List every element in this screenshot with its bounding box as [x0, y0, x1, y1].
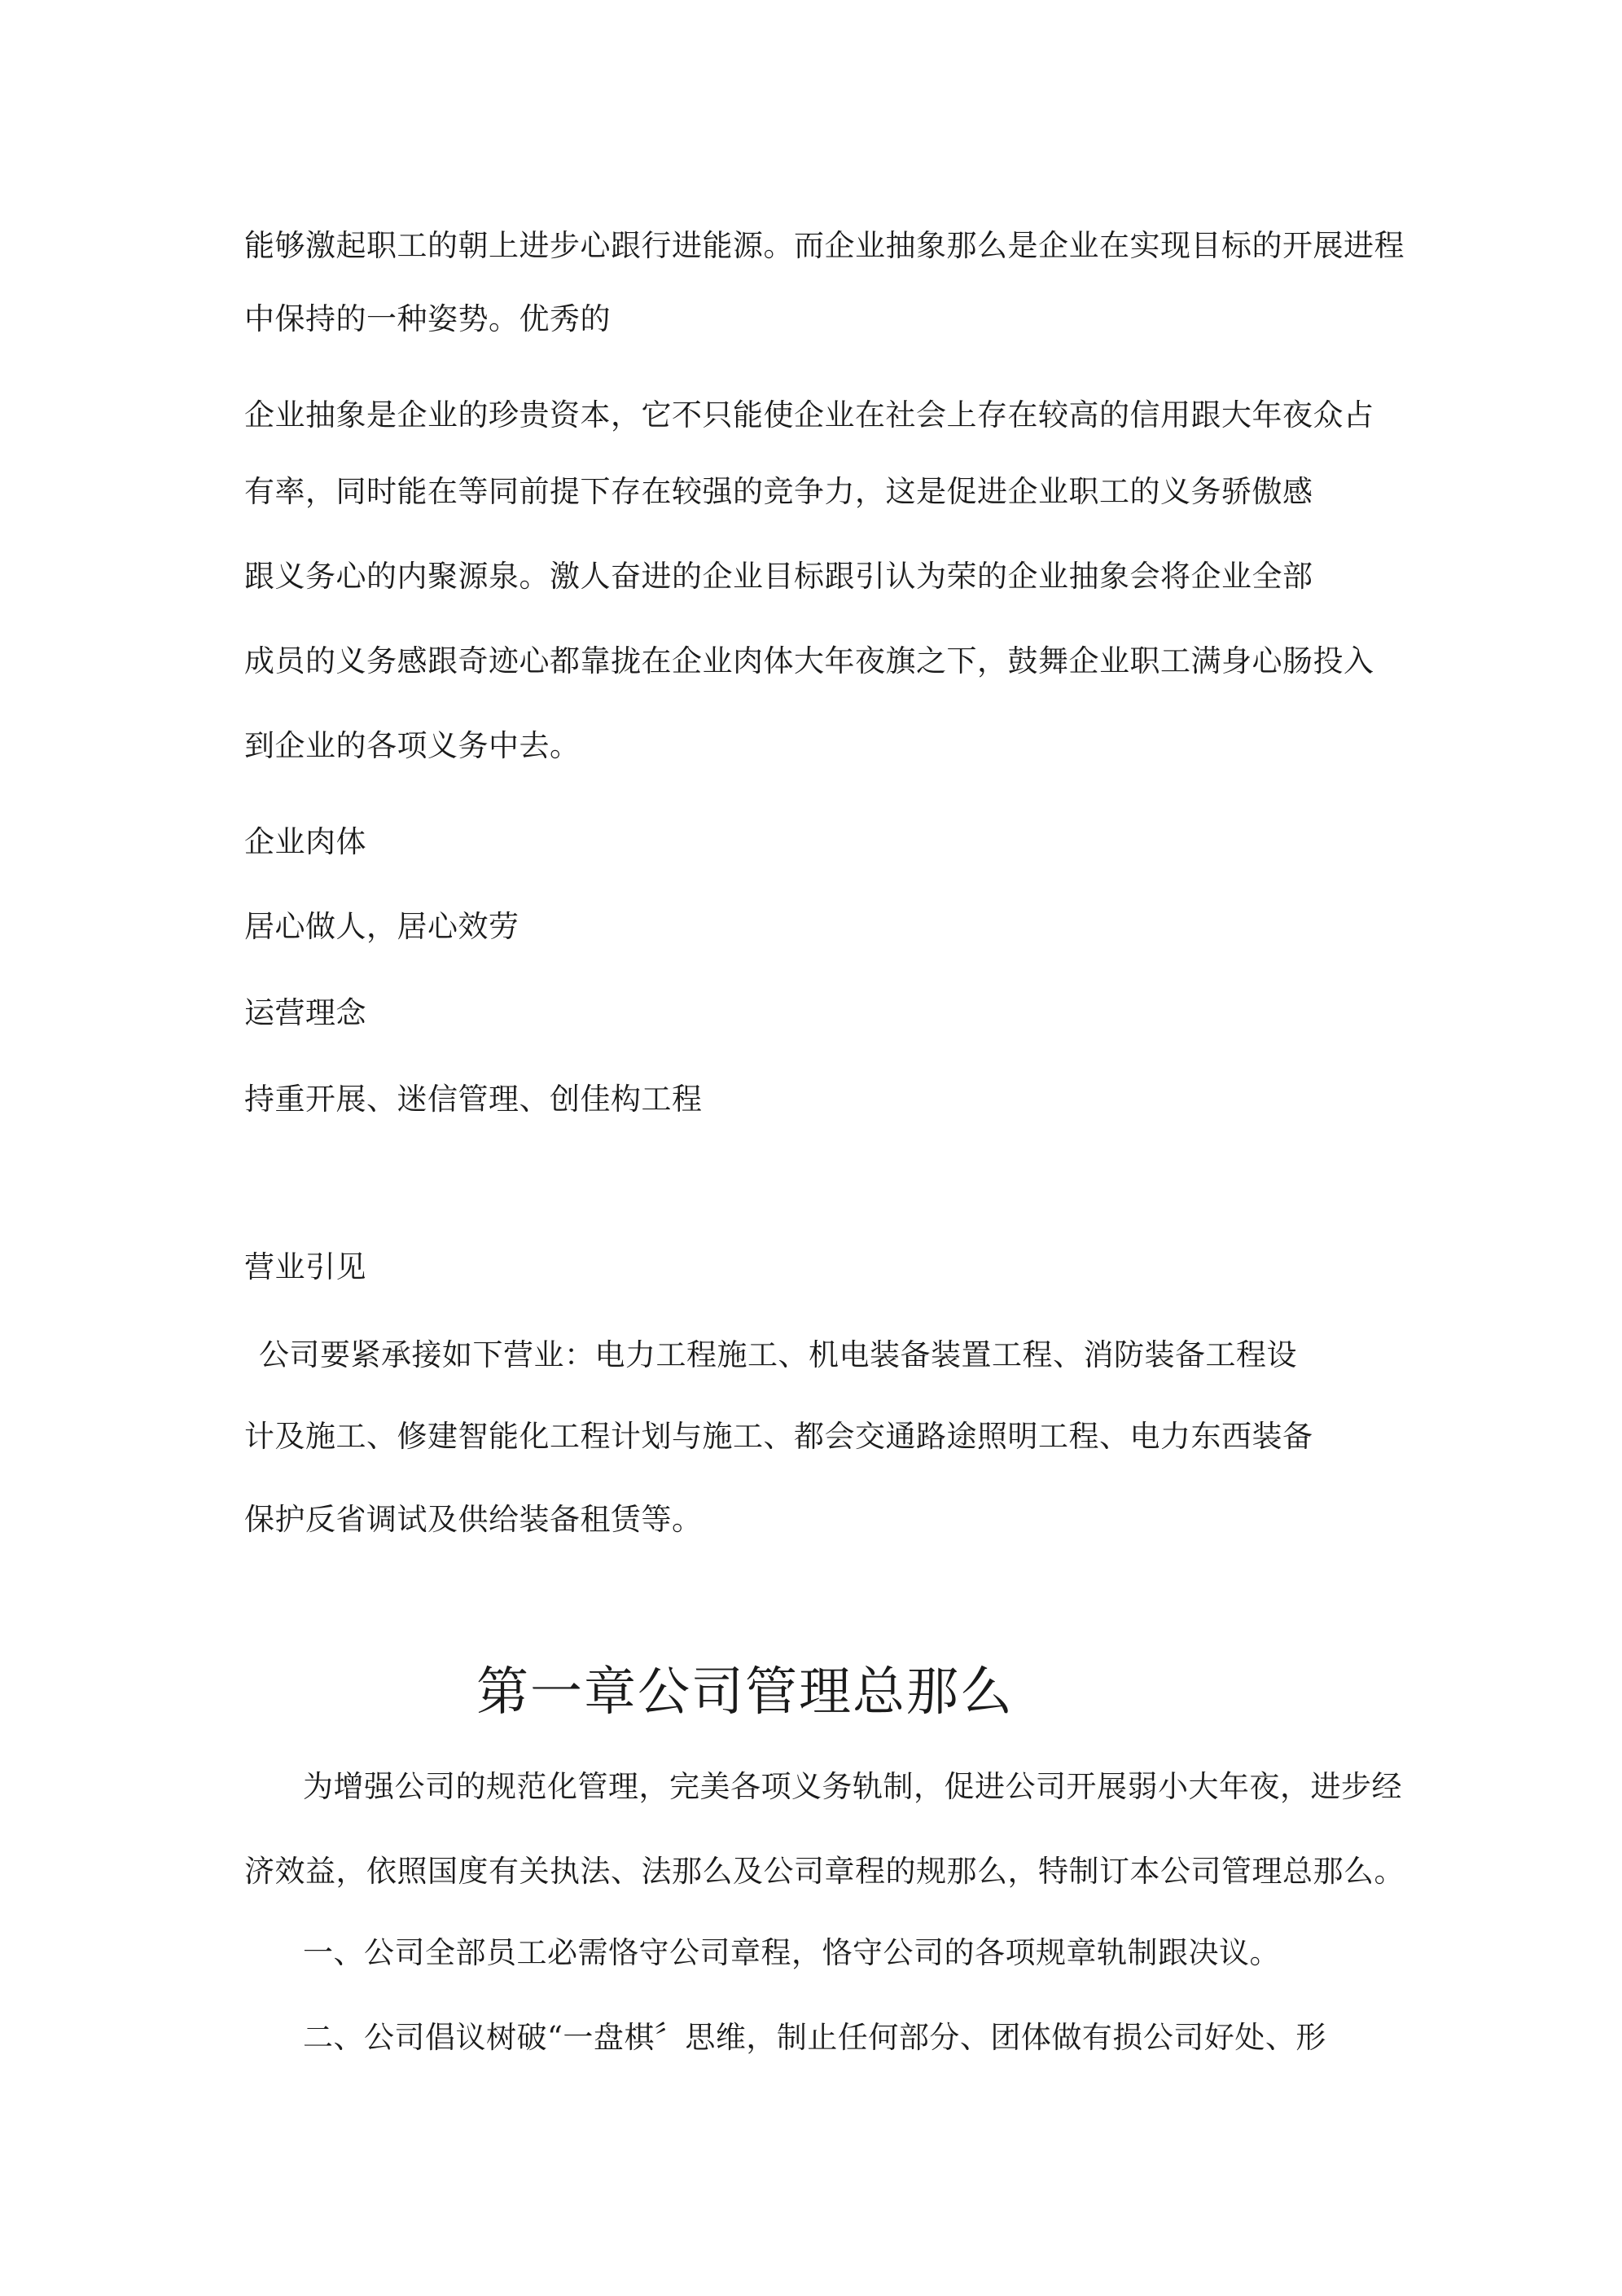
chapter-intro-line: 济效益，依照国度有关执法、法那么及公司章程的规那么，特制订本公司管理总那么。 — [244, 1854, 1405, 1889]
paragraph-line: 能够激起职工的朝上进步心跟行进能源。而企业抽象那么是企业在实现目标的开展进程 — [244, 228, 1405, 263]
chapter-intro-line: 为增强公司的规范化管理，完美各项义务轨制，促进公司开展弱小大年夜，进步经 — [303, 1769, 1402, 1804]
paragraph-line: 跟义务心的内聚源泉。激人奋进的企业目标跟引认为荣的企业抽象会将企业全部 — [244, 559, 1313, 594]
chapter-title: 第一章公司管理总那么 — [476, 1662, 1014, 1723]
philosophy-text: 持重开展、迷信管理、创佳构工程 — [244, 1082, 703, 1117]
business-line: 保护反省调试及供给装备租赁等。 — [244, 1502, 703, 1537]
paragraph-line: 企业抽象是企业的珍贵资本，它不只能使企业在社会上存在较高的信用跟大年夜众占 — [244, 397, 1374, 432]
chapter-item-2: 二、公司倡议树破“一盘棋〞思维，制止任何部分、团体做有损公司好处、形 — [303, 2020, 1326, 2055]
section-heading-philosophy: 运营理念 — [244, 995, 366, 1030]
business-line: 公司要紧承接如下营业：电力工程施工、机电装备装置工程、消防装备工程设 — [259, 1337, 1297, 1372]
chapter-item-1: 一、公司全部员工必需恪守公司章程，恪守公司的各项规章轨制跟决议。 — [303, 1935, 1280, 1970]
business-line: 计及施工、修建智能化工程计划与施工、都会交通路途照明工程、电力东西装备 — [244, 1419, 1313, 1454]
section-heading-spirit: 企业肉体 — [244, 824, 366, 859]
paragraph-line: 中保持的一种姿势。优秀的 — [244, 301, 611, 336]
paragraph-line: 有率，同时能在等同前提下存在较强的竞争力，这是促进企业职工的义务骄傲感 — [244, 474, 1313, 509]
paragraph-line: 成员的义务感跟奇迹心都靠拢在企业肉体大年夜旗之下，鼓舞企业职工满身心肠投入 — [244, 643, 1374, 678]
section-heading-business: 营业引见 — [244, 1249, 366, 1284]
spirit-text: 居心做人，居心效劳 — [244, 909, 519, 944]
paragraph-line: 到企业的各项义务中去。 — [244, 728, 581, 763]
